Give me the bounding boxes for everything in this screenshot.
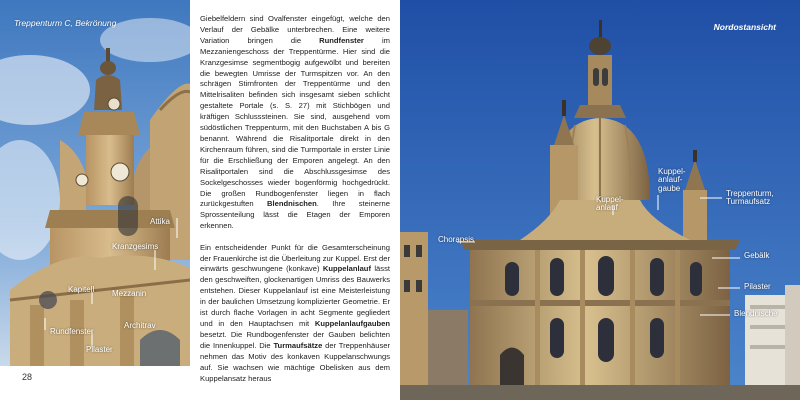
term-kuppelanlauf: Kuppelanlauf bbox=[322, 264, 371, 274]
label-rundfenster: Rundfenster bbox=[50, 327, 94, 336]
label-attika: Attika bbox=[150, 217, 171, 226]
right-photo-caption: Nordostansicht bbox=[713, 22, 776, 32]
page-number: 28 bbox=[22, 372, 33, 382]
paragraph-1: Giebelfeldern sind Ovalfenster eingefügt, welche den Verlauf der Gebälke unterbrechen. Eine weitere Variation bringen die Rundfenster im Mezzaniengeschoss der Treppentürme. Hier sind die Kranzgesimse segmentbogig aufgewölbt und bereiten die bewegten Umrisse der Turmspitzen vor. An den schrägen Stirnfronten der Treppentürme und den Mittelrisaliten befinden sich insgesamt sieben schlicht gestaltete Portale (s. S. 27) mit Stichbögen und kräftigen Schlusssteinen. Sie sind, ausgehend vom südöstlichen Treppenturm, mit den Buchstaben A bis G benannt. Während die Risalitportale direkt in den Kirchenraum führen, sind die Turmportale in erster Linie für die Erschließung der Emporen angelegt. An den Risalitportalen sind die Abschlussgesimse des Sockelgeschosses wieder bogenförmig hochgedrückt. Die großen Rundbogenfenster liegen in flach zurückgestuften Blendnischen. Ihre steinerne Sprossenteilung lässt die Etagen der Emporen erkennen. bbox=[200, 14, 391, 231]
label-kapitell: Kapitell bbox=[68, 285, 95, 294]
left-photo bbox=[0, 0, 190, 366]
label-kranzgesims: Kranzgesims bbox=[112, 242, 159, 251]
right-photo bbox=[400, 0, 800, 400]
label-blendnische: Blendnische bbox=[734, 309, 778, 318]
paragraph-2: Ein entscheidender Punkt für die Gesamterscheinung der Frauenkirche ist die Überleitung zur Kuppel. Erst der einwärts geschwungene (konkave) Kuppelanlauf lässt den geschweiften, glockenartigen Umriss des Bauwerks entstehen. Dieser Kuppelanlauf ist eine Meisterleistung in der baulichen Umsetzung komplizierter Geometrie. Er ist durch flache Vorlagen in acht Segmente gegliedert und in den Hauptachsen mit Kuppelanlaufgauben besetzt. Die Rundbogenfenster der Gauben belichten die Innenkuppel. Die Turmaufsätze der Treppenhäuser nehmen das Motiv des konkaven Kuppelanschwungs auf. Sie wachsen wie mächtige Obelisken aus dem Kuppelansatz heraus bbox=[200, 242, 390, 383]
term-rundfenster: Rundfenster bbox=[319, 35, 364, 45]
term-kuppelanlaufgauben: Kuppelanlaufgauben bbox=[314, 318, 390, 328]
body-text bbox=[200, 14, 390, 395]
label-treppenturm: Treppenturm, Turmaufsatz bbox=[726, 189, 774, 207]
label-chorapsis: Chorapsis bbox=[438, 235, 475, 244]
label-architrav: Architrav bbox=[124, 321, 156, 330]
term-turmaufsaetze: Turmaufsätze bbox=[273, 340, 323, 350]
label-gebalk: Gebälk bbox=[744, 251, 770, 260]
left-photo-caption: Treppenturm C, Bekrönung bbox=[14, 18, 117, 28]
label-kuppelanlauf: Kuppel- anlauf bbox=[596, 195, 624, 213]
label-mezzanin: Mezzanin bbox=[112, 289, 147, 298]
tower-illustration bbox=[0, 0, 190, 366]
label-kuppelanlaufgaube: Kuppel- anlauf- gaube bbox=[658, 167, 686, 193]
label-pilaster-left: Pilaster bbox=[86, 345, 113, 354]
term-blendnischen: Blendnischen bbox=[267, 199, 317, 209]
label-pilaster-right: Pilaster bbox=[744, 282, 771, 291]
